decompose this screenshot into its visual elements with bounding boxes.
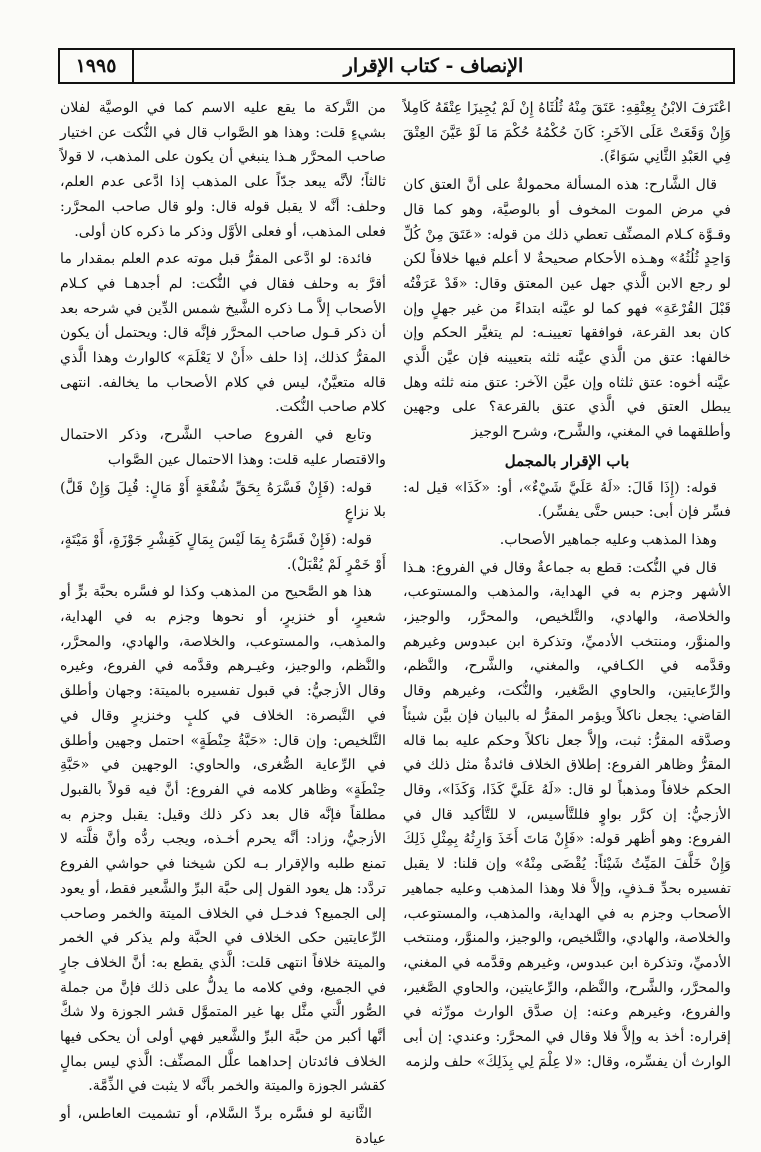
paragraph: قوله: (إِذَا قَالَ: «لَهُ عَلَيَّ شَيْءٌ»، أو: «كَذَا» قيل له: فسِّر فإن أبى: حبس حتَّى يفسِّر). [403, 479, 731, 521]
paragraph: قال الشَّارح: هذه المسألة محمولةٌ على أنَّ العتق كان في مرض الموت المخوف أو بالوصيَّة، وهو كما قال وقـوَّة كـلام المصنِّف تعطي ذلك من قوله: «عَتَقَ مِنْ كُلِّ وَاحِدٍ ثُلُثُهُ» وهـذه الأحكام صحيحةٌ لا أعلم فيها خلافاً لكن لو رجع الابن الَّذي جهل عين المعتق وقال: «قَدْ عَرَفْتُه قَبْلَ القُرْعَةِ» فهو كما لو عيَّنه ابتداءً من غير جهلٍ وإن كان بعد القرعة، فوافقها تعيينـه: لم يتغيَّر الحكم وإن خالفها: عتق من الَّذي عيَّنه ثلثه بتعيينه فإن عيَّن الَّذي عيَّنه أخوه: عتق ثلثاه وإن عيَّن الآخر: عتق منه ثلثه وهل يبطل العتق في الَّذي عتق بالقرعة؟ على وجهين وأطلقهما في المغني، والشَّرح، وشرح الوجيز [403, 177, 731, 441]
paragraph: قال في النُّكت: قطع به جماعةٌ وقال في الفروع: هـذا الأشهر وجزم به في الهداية، والمذهب والمستوعب، والخلاصة، والهادي، والتَّلخيص، والمحرَّر، والوجيز، والمنوَّر، ومنتخب الأدميِّ، وتذكرة ابن عبدوس وغيرهم وقدَّمه في الكـافي، والمغني، والشَّرح، والنَّظم، والرِّعايتين، والحاوي الصَّغير، والنُّكت، وغيرهم وقال القاضي: يجعل ناكلاً ويؤمر المقرُّ له بالبيان فإن بيَّن شيئاً وصدَّقه المقرُّ: ثبت، وإلاَّ جعل ناكلاً وحكم عليه بما قاله المقرُّ وظاهر الفروع: إطلاق الخلاف فائدةٌ مثل ذلك في الحكم خلافاً ومذهباً لو قال: «لَهُ عَلَيَّ كَذَا، وَكَذَا»، وقال الأزجيُّ: إن كرَّر بواوٍ فللتَّأسيس، لا للتَّأكيد قال في الفروع: وهو أظهر قوله: «فَإِنْ مَاتَ أَخَذَ وَارِثُهُ بِمِثْلِ ذَلِكَ وَإِنْ خَلَّفَ المَيِّتُ شَيْئاً: يُقْضَى مِنْهُ» وإن قلنا: لا يقبل تفسيره بحدِّ قـذفٍ، وإلاَّ فلا وهذا المذهب وعليه جماهير الأصحاب وجزم به في الهداية، والمذهب، والمستوعب، والخلاصة، والهادي، والتَّلخيص، والوجيز، والمنوَّر، ومنتخب الأدميِّ، وتذكرة ابن عبدوس، وغيرهم وقدَّمه في المغني، والمحرَّر، والشَّرح، والنَّظم، والرِّعايتين، والحاوي الصَّغير، والفروع، وغيرهم وعنه: إن صدَّق الوارث مورِّثه في إقراره: أخذ به وإلاَّ فلا وقال في المحرَّر: وعندي: إن أبى الوارث أن يفسِّره، وقال: «لا عِلْمَ لِي بِذَلِكَ» حلف ولزمه [403, 559, 731, 1070]
running-header [58, 48, 735, 84]
paragraph: قوله: (فَإِنْ فَسَّرَهُ بِحَقِّ شُفْعَةٍ أَوْ مَالٍ: قُبِلَ وَإِنْ قَلَّ) بلا نزاعٍ [60, 479, 386, 521]
left-text-column [60, 96, 386, 1147]
paragraph: الثَّانية لو فسَّره بردِّ السَّلام، أو تشميت العاطس، أو عيادة [60, 1106, 386, 1147]
running-title: الإنصاف - كتاب الإقرار [343, 55, 524, 77]
paragraph: اعْتَرَفَ الابْنُ بِعِتْقِهِ: عَتَقَ مِنْهُ ثُلُثَاهُ إِنْ لَمْ يُجِيزَا عِتْقَهُ كَامِلاً وَإِنْ وَقَعَتْ عَلَى الآخَرِ: كَانَ حُكْمُهُ حُكْمَ مَا لَوْ عَيَّنَ العِتْقَ فِي العَبْدِ الثَّانِي سَوَاءً). [403, 100, 731, 166]
right-text-column [403, 96, 731, 1096]
paragraph: فائدة: لو ادَّعى المقرُّ قبل موته عدم العلم بمقدار ما أقرَّ به وحلف فقال في النُّكت: لم أجدهـا في كـلام الأصحاب إلاَّ مـا ذكره الشَّيخ شمس الدِّين في شرحه بعد أن ذكر قـول صاحب المحرَّر فإنَّه قال: ويحتمل أن يكون المقرُّ كذلك، إذا حلف «أَنْ لا يَعْلَمَ» كالوارث وهذا الَّذي قاله متعيَّنٌ، ليس في كلام الأصحاب ما يخالفه. انتهى كلام صاحب النُّكت. [60, 251, 386, 416]
paragraph: قوله: (فَإِنْ فَسَّرَهُ بِمَا لَيْسَ بِمَالٍ كَقِشْرِ جَوْزَةٍ، أَوْ مَيْتَةٍ، أَوْ خَمْرٍ لَمْ يُقْبَلْ). [60, 531, 386, 573]
page-number: ١٩٩٥ [60, 50, 134, 82]
paragraph: وتابع في الفروع صاحب الشَّرح، وذكر الاحتمال والاقتصار عليه قلت: وهذا الاحتمال عين الصَّواب [60, 427, 386, 468]
paragraph: من التَّركة ما يقع عليه الاسم كما في الوصيَّة لفلان بشيءٍ قلت: وهذا هو الصَّواب قال في النُّكت عن اختيار صاحب المحرَّر هـذا ينبغي أن يكون على المذهب، لا قولاً ثالثاً؛ لأنَّه يبعد جدّاً على المذهب إذا ادَّعى عدم العلم، وحلف: أنَّه لا يقبل قوله قال: ولو قال صاحب المحرَّر: فعلى المذهب، أو فعلى الأوَّل وذكر ما ذكره كان أولى. [60, 100, 386, 240]
paragraph: هذا هو الصَّحيح من المذهب وكذا لو فسَّره بحبَّة برٍّ أو شعيرٍ، أو خنزيرٍ، أو نحوها وجزم به في الهداية، والمذهب، والمستوعب، والخلاصة، والهادي، والمحرَّر، والنَّظم، والوجيز، وغيـرهم وقدَّمه في الفروع، وغيره وقال الأزجيُّ: في قبول تفسيره بالميتة: وجهان وأطلق في التَّبصرة: الخلاف في كلبٍ وخنزيرٍ وقال في التَّلخيص: وإن قال: «حَبَّةُ حِنْطَةٍ» احتمل وجهين وأطلق في الرِّعاية الصُّغرى، والحاوي: الوجهين في «حَبَّةِ حِنْطَةٍ» وظاهر كلامه في الفروع: أنَّ فيه قولاً بالقبول مطلقاً فإنَّه قال بعد ذكر ذلك وقيل: يقبل وجزم به الأزجيُّ، وزاد: أنَّه يحرم أخـذه، ويجب ردُّه وأنَّ قلَّته لا تمنع طلبه والإقرار بـه لكن شيخنا في حواشي الفروع تردَّد: هل يعود القول إلى حبَّة البرِّ والشَّعير فقط، أو يعود إلى الجميع؟ فدخـل في الخلاف الميتة والخمر وصاحب الرِّعايتين حكى الخلاف في الحبَّة ولم يذكر في الخمر والميتة خلافاً انتهى قلت: الَّذي يقطع به: أنَّ الخلاف جارٍ في الجميع، وفي كلامه ما يدلُّ على ذلك فإنَّ من جملة الصُّور الَّتي مثَّل بها غير المتموَّل قشر الجوزة ولا شكَّ أنَّها أكبر من حبَّة البرِّ والشَّعير فهي أولى أن يحكى فيها الخلاف فائدتان إحداهما علَّل المصنِّف: الَّذي ليس بمالٍ كقشر الجوزة والميتة والخمر بأنَّه لا يثبت في الذِّمَّة. [60, 584, 386, 1095]
paragraph: وهذا المذهب وعليه جماهير الأصحاب. [499, 531, 717, 548]
section-heading: باب الإقرار بالمجمل [504, 451, 630, 470]
